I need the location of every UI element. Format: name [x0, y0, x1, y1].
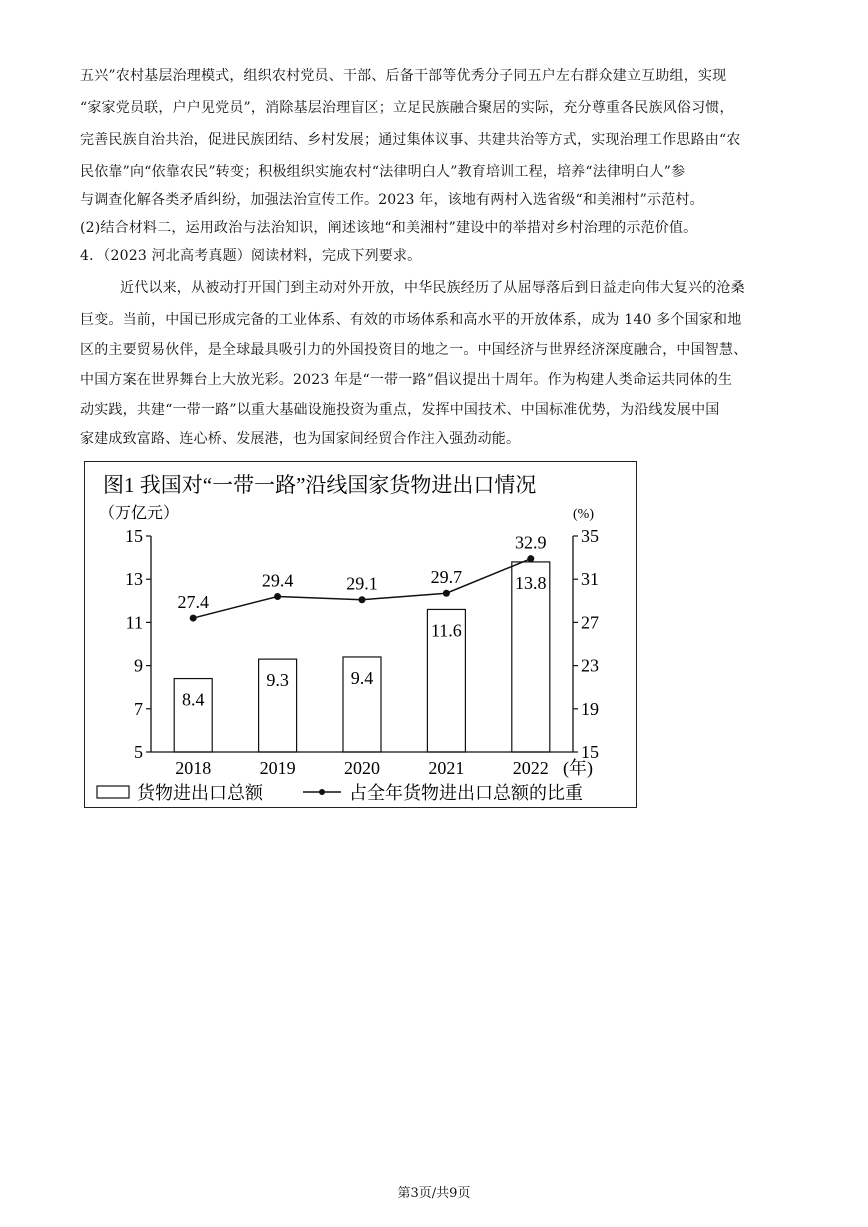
legend-bar-label: 货物进出口总额 [137, 783, 263, 803]
share-value-label: 29.7 [430, 567, 463, 588]
chart-figure [84, 461, 637, 808]
y-right-tick-label: 15 [581, 742, 599, 762]
share-value-label: 29.1 [346, 573, 378, 594]
y-right-tick-label: 23 [581, 655, 599, 676]
share-value-label: 27.4 [177, 592, 209, 613]
page-footer: 第3页/共9页 [397, 1186, 471, 1201]
legend-line-label: 占全年货物进出口总额的比重 [349, 783, 583, 803]
y-left-tick-label: 7 [134, 698, 143, 719]
passage-line: 动实践，共建“一带一路”以重大基础设施投资为重点，发挥中国技术、中国标准优势，为沿线发展中国 [80, 402, 720, 418]
chart-title: 图1 我国对“一带一路”沿线国家货物进出口情况 [103, 473, 537, 497]
bar-value-label: 13.8 [515, 572, 547, 593]
y-left-tick-label: 15 [125, 526, 143, 546]
text-line: 完善民族自治共治，促进民族团结、乡村发展；通过集体议事、共建共治等方式，实现治理工作思路由“农 [80, 132, 741, 148]
x-axis-unit: (年) [563, 758, 593, 778]
share-point [359, 596, 366, 603]
share-point [274, 593, 281, 600]
y-left-unit: （万亿元） [99, 505, 180, 522]
x-tick-label: 2018 [175, 758, 212, 778]
x-tick-label: 2022 [512, 758, 549, 778]
question-4-heading: 4．（2023 河北高考真题）阅读材料，完成下列要求。 [80, 248, 422, 264]
passage-line: 区的主要贸易伙伴，是全球最具吸引力的外国投资目的地之一。中国经济与世界经济深度融合，中国智慧、 [80, 342, 748, 358]
text-line: 民依靠”向“依靠农民”转变；积极组织实施农村“法律明白人”教育培训工程，培养“法律明白人”参 [80, 164, 686, 180]
legend-bar-swatch [97, 786, 129, 798]
bar-value-label: 9.4 [350, 667, 374, 688]
x-tick-label: 2021 [428, 758, 465, 778]
bar-value-label: 11.6 [430, 620, 462, 641]
chart-svg [85, 462, 638, 809]
share-point [527, 555, 534, 562]
share-value-label: 29.4 [261, 570, 294, 591]
y-right-tick-label: 19 [581, 698, 599, 719]
y-left-tick-label: 9 [134, 655, 143, 676]
passage-line: 近代以来，从被动打开国门到主动对外开放，中华民族经历了从屈辱落后到日益走向伟大复兴的沧桑 [120, 280, 745, 296]
legend-line-marker [319, 789, 325, 795]
text-line: “家家党员联，户户见党员”，消除基层治理盲区；立足民族融合聚居的实际，充分尊重各民族风俗习惯， [80, 100, 734, 116]
y-right-tick-label: 27 [581, 612, 599, 633]
y-right-unit: (%) [573, 507, 594, 522]
bar-value-label: 8.4 [181, 689, 205, 710]
x-tick-label: 2020 [344, 758, 380, 778]
share-point [443, 590, 450, 597]
y-right-tick-label: 31 [581, 569, 599, 590]
share-point [190, 615, 197, 622]
y-left-tick-label: 5 [134, 742, 143, 762]
y-right-tick-label: 35 [581, 526, 599, 546]
y-left-tick-label: 13 [125, 569, 143, 590]
x-tick-label: 2019 [259, 758, 296, 778]
bar-value-label: 9.3 [266, 670, 289, 691]
y-left-tick-label: 11 [125, 612, 143, 633]
passage-line: 巨变。当前，中国已形成完备的工业体系、有效的市场体系和高水平的开放体系，成为 140 多个国家和地 [80, 312, 742, 328]
text-line: 与调查化解各类矛盾纠纷，加强法治宣传工作。2023 年，该地有两村入选省级“和美湘村”示范村。 [80, 192, 704, 208]
passage-line: 家建成致富路、连心桥、发展港，也为国家间经贸合作注入强劲动能。 [80, 431, 521, 447]
share-value-label: 32.9 [515, 532, 547, 553]
question-2: (2)结合材料二，运用政治与法治知识，阐述该地“和美湘村”建设中的举措对乡村治理的示范价值。 [80, 220, 698, 236]
passage-line: 中国方案在世界舞台上大放光彩。2023 年是“一带一路”倡议提出十周年。作为构建人类命运共同体的生 [80, 372, 733, 388]
text-line: 五兴”农村基层治理模式，组织农村党员、干部、后备干部等优秀分子同五户左右群众建立互助组，实现 [80, 68, 727, 84]
